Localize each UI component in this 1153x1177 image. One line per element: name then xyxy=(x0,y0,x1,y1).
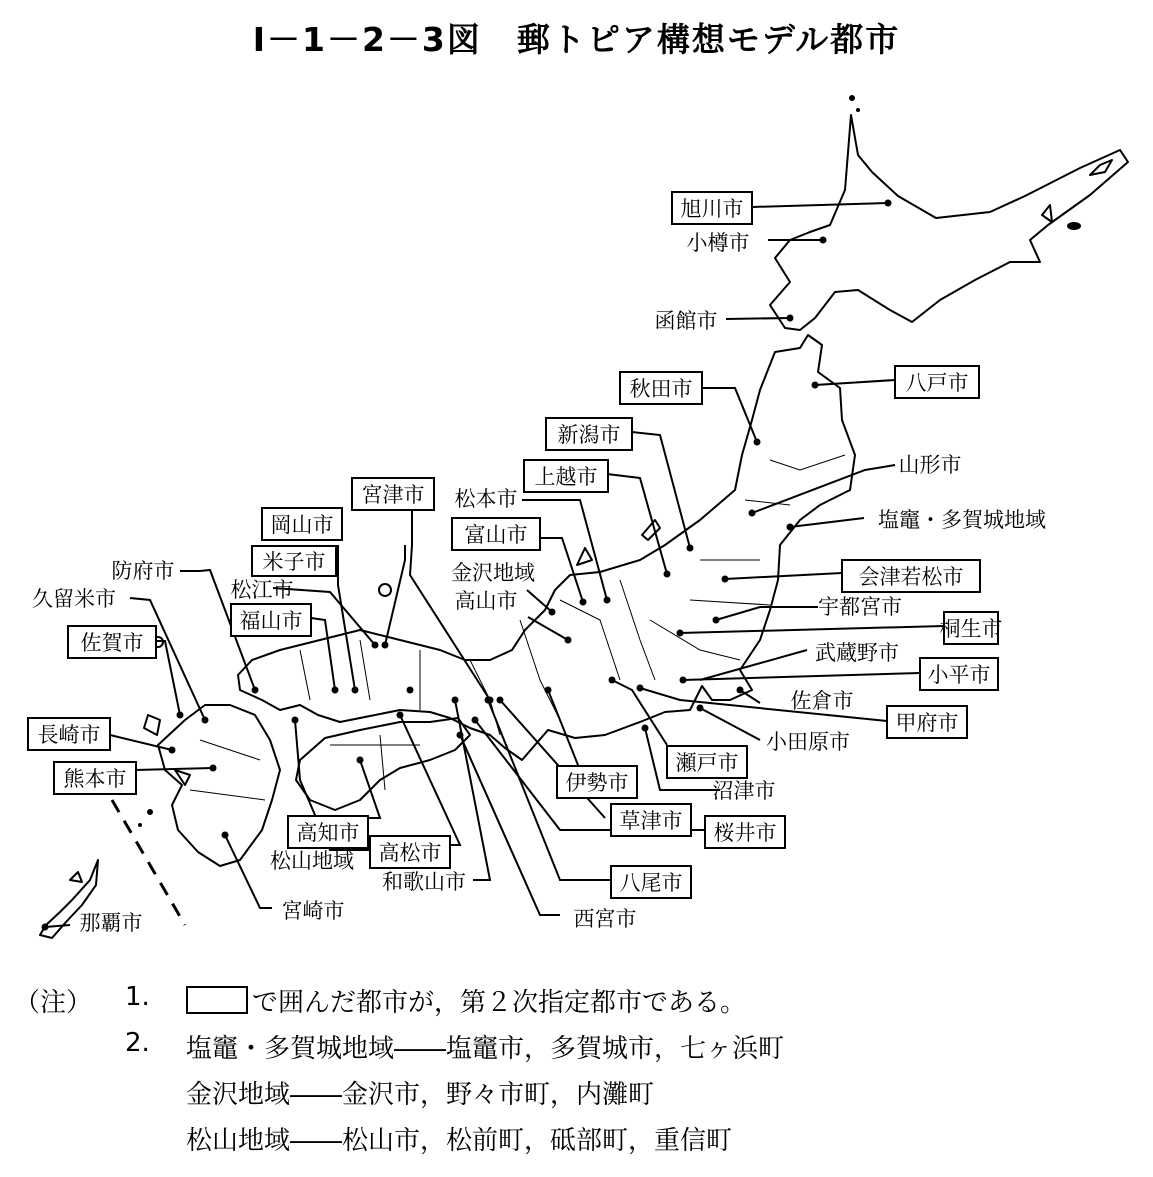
label-miyazaki: 宮崎市 xyxy=(281,899,345,923)
label-ise: 伊勢市 xyxy=(565,771,629,795)
label-odawara: 小田原市 xyxy=(766,730,850,754)
label-kofu: 甲府市 xyxy=(895,711,959,735)
label-kusatsu: 草津市 xyxy=(619,809,683,833)
label-nishinomiya: 西宮市 xyxy=(573,907,637,931)
label-kanazawa: 金沢地域 xyxy=(451,561,535,585)
note-2-number: 2. xyxy=(125,1028,150,1058)
note-row-1 xyxy=(14,982,92,1019)
note-3-body xyxy=(186,1074,654,1111)
label-matsumoto: 松本市 xyxy=(454,487,518,511)
label-okayama: 岡山市 xyxy=(270,513,334,537)
label-numazu: 沼津市 xyxy=(712,779,776,803)
label-hachinohe: 八戸市 xyxy=(905,371,969,395)
label-sakura: 佐倉市 xyxy=(790,689,854,713)
note-4-body xyxy=(186,1120,732,1157)
label-aizu: 会津若松市 xyxy=(858,565,964,589)
page-title: Ⅰ－1－2－3図 郵トピア構想モデル都市 xyxy=(252,20,901,59)
label-kurume: 久留米市 xyxy=(32,587,116,611)
note-1-text: で囲んだ都市が，第２次指定都市である。 xyxy=(252,988,747,1018)
label-niigata: 新潟市 xyxy=(557,423,621,447)
label-hofu: 防府市 xyxy=(111,559,175,583)
label-matsuyama: 松山地域 xyxy=(270,849,354,873)
note-2-body xyxy=(186,1028,784,1065)
label-naha: 那覇市 xyxy=(79,911,143,935)
label-kumamoto: 熊本市 xyxy=(63,767,127,791)
label-kochi: 高知市 xyxy=(296,821,360,845)
label-hakodate: 函館市 xyxy=(654,309,718,333)
label-toyama: 富山市 xyxy=(464,523,528,547)
label-kiryu: 桐生市 xyxy=(939,617,1003,641)
label-musashino: 武蔵野市 xyxy=(815,641,899,665)
note-2 xyxy=(125,1028,150,1058)
label-sakurai: 桜井市 xyxy=(713,821,777,845)
label-joetsu: 上越市 xyxy=(534,465,598,489)
label-takayama: 高山市 xyxy=(454,589,518,613)
label-seto: 瀬戸市 xyxy=(675,751,739,775)
label-yamagata: 山形市 xyxy=(898,453,962,477)
label-otaru: 小樽市 xyxy=(686,231,750,255)
note-1-number: 1. xyxy=(125,982,150,1012)
label-asahikawa: 旭川市 xyxy=(680,197,744,221)
legend-box xyxy=(186,986,248,1014)
label-yao: 八尾市 xyxy=(619,871,683,895)
kyushu-outline xyxy=(158,705,280,866)
label-miyazu: 宮津市 xyxy=(361,483,425,507)
label-akita: 秋田市 xyxy=(629,377,693,401)
label-wakayama: 和歌山市 xyxy=(382,870,466,894)
note-3-text: 金沢地域――金沢市，野々市町，内灘町 xyxy=(186,1080,655,1110)
label-yonago: 米子市 xyxy=(262,550,326,574)
note-4-text: 松山地域――松山市，松前町，砥部町，重信町 xyxy=(186,1126,733,1156)
label-shiogama: 塩竈・多賀城地域 xyxy=(878,508,1046,532)
label-fukuyama: 福山市 xyxy=(239,609,303,633)
note-2-text: 塩竈・多賀城地域――塩竈市，多賀城市，七ヶ浜町 xyxy=(186,1034,785,1064)
label-matsue: 松江市 xyxy=(230,578,294,602)
label-utsunomiya: 宇都宮市 xyxy=(818,595,902,619)
note-1 xyxy=(125,982,150,1012)
note-prefix: （注） xyxy=(14,988,93,1018)
label-saga: 佐賀市 xyxy=(80,631,144,655)
label-kodaira: 小平市 xyxy=(927,663,991,687)
label-nagasaki: 長崎市 xyxy=(37,723,101,747)
label-takamatsu: 高松市 xyxy=(378,841,442,865)
note-1-body xyxy=(186,982,746,1019)
city-labels xyxy=(32,197,1046,935)
